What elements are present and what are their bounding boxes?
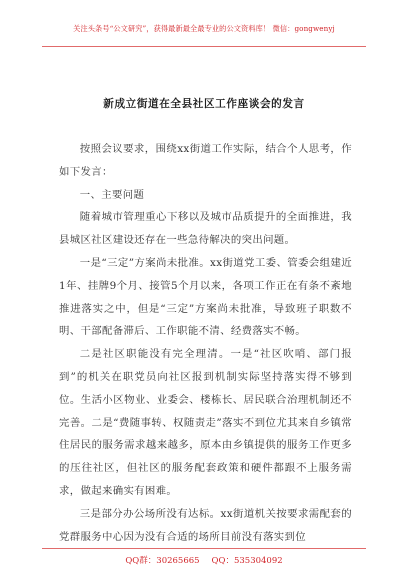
- footer-contacts: [0, 554, 408, 566]
- qq-number: QQ：535304092: [211, 556, 283, 566]
- qq-group-number: QQ群：30265665: [125, 556, 200, 566]
- paragraph-point-two: 二是社区职能没有完全理清。一是“社区吹哨、部门报到”的机关在职党员向社区报到机制实际坚持落实得不够到位。生活小区物业、业委会、楼栋长、居民联合治理机制还不完善。二是“费随事转、权随责走”落实不到位尤其来自乡镇常住居民的服务需求越来越多，原本由乡镇提供的服务工作更多的压往社区，但社区的服务配套政策和硬件都跟不上服务需求，做起来确实有困难。: [59, 348, 352, 497]
- paragraph-point-three: 三是部分办公场所没有达标。xx街道机关按要求需配套的党群服务中心因为没有合适的场所目前没有落实到位: [59, 507, 352, 543]
- page-header: [0, 0, 408, 52]
- header-divider: [42, 46, 366, 47]
- document-body: [59, 138, 352, 548]
- header-notice: 关注头条号“公文研究”，获得最新最全最专业的公文资料库！ 微信：gongwenyj: [73, 24, 335, 33]
- paragraph-point-one: 一是“三定”方案尚未批准。xx街道党工委、管委会组建近1年、挂牌9个月、接管5个月以来，各项工作正在有条不紊地推进落实之中，但是“三定”方案尚未批准，导致班子职数不明、干部配备滞后、工作职能不清、经费落实不畅。: [59, 256, 352, 338]
- paragraph-intro: 按照会议要求，围绕xx街道工作实际，结合个人思考，作如下发言：: [59, 143, 352, 178]
- page-footer: [0, 548, 408, 580]
- section-heading: 一、主要问题: [79, 188, 145, 201]
- paragraph-overview: 随着城市管理重心下移以及城市品质提升的全面推进，我县城区社区建设还存在一些急待解决的突出问题。: [59, 211, 352, 247]
- document-title: 新成立街道在全县社区工作座谈会的发言: [103, 98, 305, 110]
- footer-divider: [42, 548, 366, 549]
